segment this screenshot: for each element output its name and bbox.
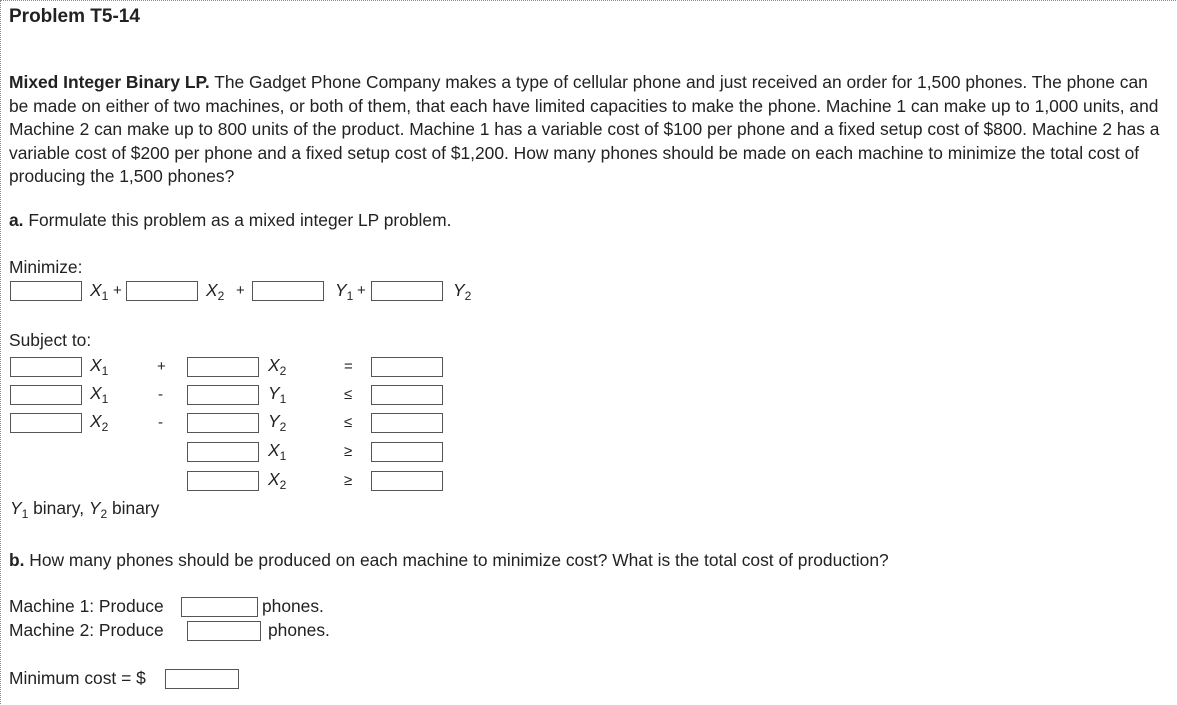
machine1-label: Machine 1: Produce bbox=[9, 596, 164, 616]
c1-right-var: $X_2$ bbox=[268, 355, 287, 378]
c3-rhs-input[interactable] bbox=[371, 413, 443, 433]
problem-title: Problem T5-14 bbox=[9, 6, 140, 27]
c2-left-input[interactable] bbox=[10, 385, 82, 405]
c3-op: - bbox=[158, 414, 163, 431]
part-a-question bbox=[9, 210, 451, 231]
problem-description bbox=[9, 71, 1171, 189]
c5-mid-input[interactable] bbox=[187, 471, 259, 491]
c2-right-var: $Y_1$ bbox=[268, 383, 287, 406]
objective-coef-y1-input[interactable] bbox=[252, 281, 324, 301]
c1-rhs-input[interactable] bbox=[371, 357, 443, 377]
part-b-letter: b. bbox=[9, 550, 25, 570]
problem-text: The Gadget Phone Company makes a type of cellular phone and just received an order for 1,500 phones. The phone can be made on either of two machines, or both of them, that each have limited capacities to make the phone. Machine 1 can make up to 1,000 units, and Machine 2 can make up to 800 units of the product. Machine 1 has a variable cost of $100 per phone and a fixed setup cost of $800. Machine 2 has a variable cost of $200 per phone and a fixed setup cost of $1,200. How many phones should be made on each machine to minimize the total cost of producing the 1,500 phones? bbox=[9, 72, 1160, 186]
problem-lead: Mixed Integer Binary LP. bbox=[9, 72, 210, 92]
c4-mid-input[interactable] bbox=[187, 442, 259, 462]
c4-relation: ≥ bbox=[344, 443, 353, 460]
minimize-label: Minimize: bbox=[9, 257, 83, 277]
min-cost-label: Minimum cost = $ bbox=[9, 668, 146, 688]
machine2-unit: phones. bbox=[268, 620, 330, 640]
c5-rhs-input[interactable] bbox=[371, 471, 443, 491]
c1-relation: = bbox=[344, 358, 353, 375]
c2-left-var: $X_1$ bbox=[90, 383, 109, 406]
c3-left-var: $X_2$ bbox=[90, 411, 109, 434]
c3-right-var: $Y_2$ bbox=[268, 411, 287, 434]
objective-op-2: + bbox=[236, 282, 245, 299]
objective-var-y2: $Y_2$ bbox=[453, 280, 472, 303]
c2-rhs-input[interactable] bbox=[371, 385, 443, 405]
objective-coef-y2-input[interactable] bbox=[371, 281, 443, 301]
binary-note: $Y_1$ binary, $Y_2$ binary bbox=[10, 498, 160, 521]
c5-relation: ≥ bbox=[344, 472, 353, 489]
part-a-letter: a. bbox=[9, 210, 24, 230]
part-b-question bbox=[9, 550, 889, 571]
c1-mid-input[interactable] bbox=[187, 357, 259, 377]
c4-rhs-input[interactable] bbox=[371, 442, 443, 462]
c1-left-input[interactable] bbox=[10, 357, 82, 377]
machine2-qty-input[interactable] bbox=[187, 621, 261, 641]
objective-op-1: + bbox=[113, 282, 122, 299]
objective-coef-x2-input[interactable] bbox=[126, 281, 198, 301]
objective-var-x1: $X_1$ bbox=[90, 280, 109, 303]
objective-op-3: + bbox=[357, 282, 366, 299]
objective-var-y1: $Y_1$ bbox=[335, 280, 354, 303]
c2-relation: ≤ bbox=[344, 386, 353, 403]
c2-mid-input[interactable] bbox=[187, 385, 259, 405]
c3-left-input[interactable] bbox=[10, 413, 82, 433]
machine1-unit: phones. bbox=[262, 596, 324, 616]
part-a-text: Formulate this problem as a mixed integer LP problem. bbox=[23, 210, 452, 230]
objective-coef-x1-input[interactable] bbox=[10, 281, 82, 301]
objective-var-x2: $X_2$ bbox=[206, 280, 225, 303]
c1-op: + bbox=[157, 358, 166, 375]
c3-mid-input[interactable] bbox=[187, 413, 259, 433]
machine1-qty-input[interactable] bbox=[181, 597, 258, 617]
subject-to-label: Subject to: bbox=[9, 330, 92, 350]
min-cost-input[interactable] bbox=[165, 669, 239, 689]
c2-op: - bbox=[158, 386, 163, 403]
machine2-label: Machine 2: Produce bbox=[9, 620, 164, 640]
c3-relation: ≤ bbox=[344, 414, 353, 431]
part-b-text: How many phones should be produced on each machine to minimize cost? What is the total cost of production? bbox=[24, 550, 889, 570]
c4-right-var: $X_1$ bbox=[268, 440, 287, 463]
c5-right-var: $X_2$ bbox=[268, 469, 287, 492]
c1-left-var: $X_1$ bbox=[90, 355, 109, 378]
